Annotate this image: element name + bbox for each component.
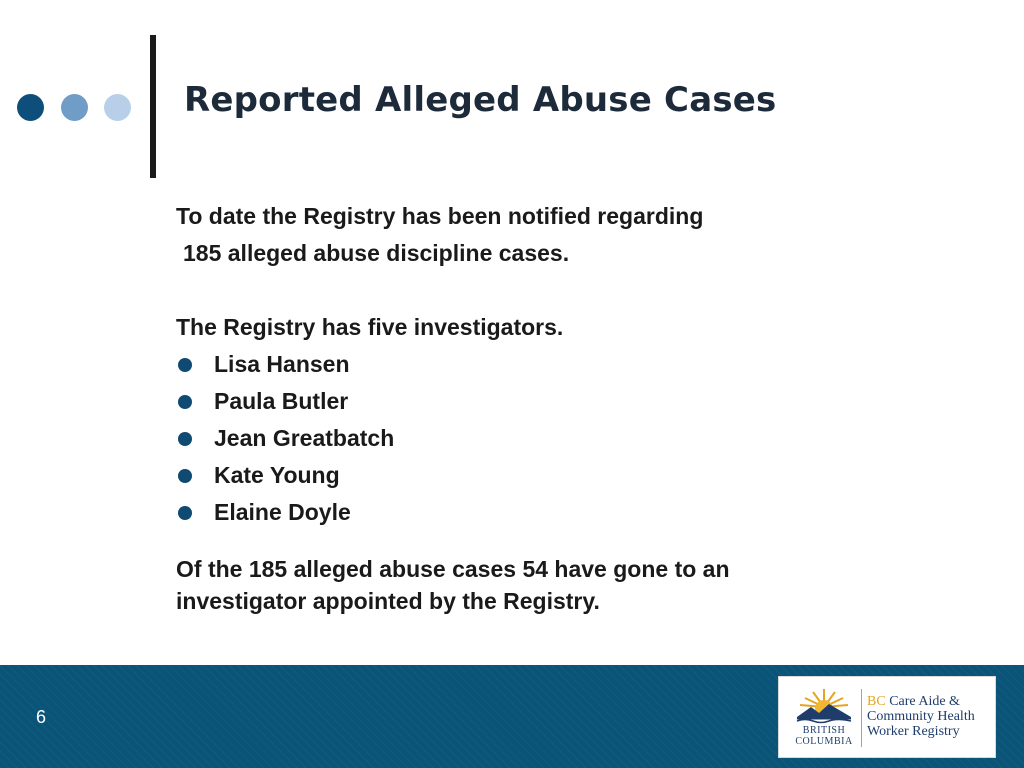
intro-line-2: 185 alleged abuse discipline cases.	[183, 240, 570, 266]
investigator-name: Paula Butler	[214, 388, 349, 414]
list-item	[176, 346, 876, 383]
bc-sun-mountain-icon	[793, 687, 855, 725]
intro-line-1: To date the Registry has been notified regarding	[176, 203, 704, 229]
bc-wordmark-line: COLUMBIA	[795, 736, 853, 747]
spacer	[176, 272, 876, 309]
investigators-heading: The Registry has five investigators.	[176, 314, 564, 340]
investigator-name: Kate Young	[214, 462, 340, 488]
spacer	[176, 531, 876, 553]
registry-wordmark-line-1	[867, 694, 975, 709]
bc-wordmark-line: BRITISH	[802, 725, 846, 736]
list-item	[176, 494, 876, 531]
list-item	[176, 457, 876, 494]
registry-wordmark-text: Care Aide &	[885, 694, 960, 709]
circle-bullet-icon	[178, 469, 192, 483]
investigator-name: Elaine Doyle	[214, 499, 351, 525]
header-vertical-rule	[150, 35, 156, 178]
investigator-name: Lisa Hansen	[214, 351, 350, 377]
registry-wordmark-line-2: Community Health	[867, 709, 975, 724]
investigator-name: Jean Greatbatch	[214, 425, 395, 451]
logo-divider	[861, 689, 862, 747]
bc-tag: BC	[867, 694, 886, 709]
circle-bullet-icon	[178, 358, 192, 372]
header-dot-mid-icon	[61, 94, 88, 121]
registry-wordmark-line-3: Worker Registry	[867, 724, 960, 739]
circle-bullet-icon	[178, 506, 192, 520]
header-dot-light-icon	[104, 94, 131, 121]
list-item	[176, 383, 876, 420]
header-dot-dark-icon	[17, 94, 44, 121]
investigator-list	[176, 346, 876, 531]
closing-line-1: Of the 185 alleged abuse cases 54 have gone to an	[176, 556, 730, 582]
page-number: 6	[36, 707, 47, 727]
closing-line-2: investigator appointed by the Registry.	[176, 588, 600, 614]
circle-bullet-icon	[178, 432, 192, 446]
slide-title: Reported Alleged Abuse Cases	[184, 80, 777, 120]
registry-wordmark	[867, 694, 975, 739]
registry-logo	[778, 676, 996, 758]
slide-body	[176, 198, 876, 617]
circle-bullet-icon	[178, 395, 192, 409]
list-item	[176, 420, 876, 457]
bc-wordmark	[793, 725, 855, 747]
